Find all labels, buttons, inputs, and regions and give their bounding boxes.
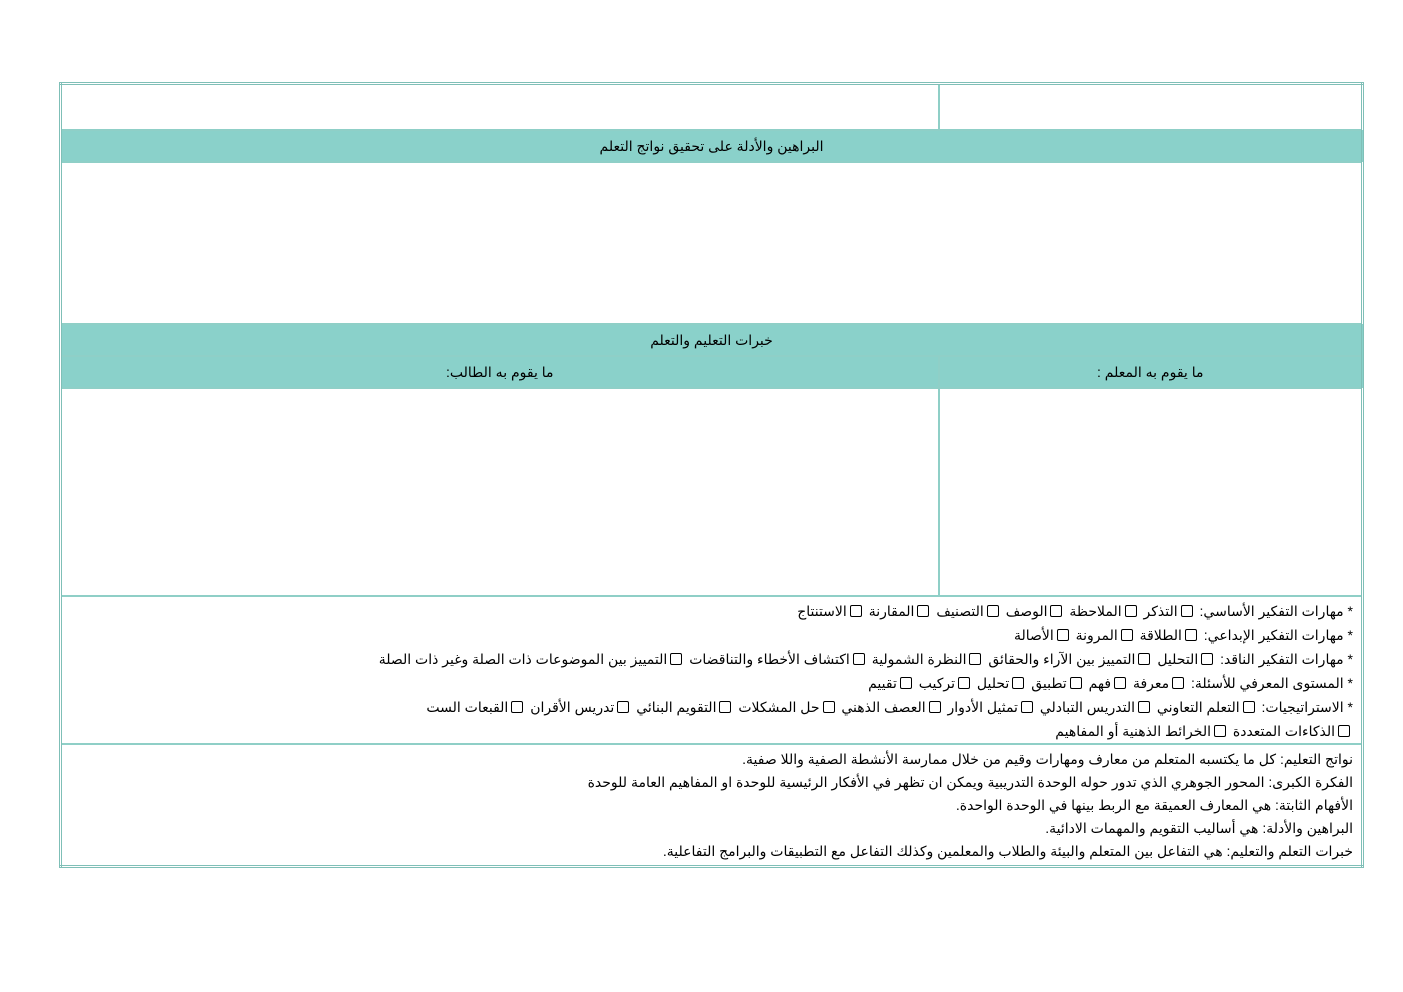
checkbox[interactable] [1138, 701, 1150, 713]
checkbox[interactable] [1185, 629, 1197, 641]
option-label: حل المشكلات [738, 699, 820, 715]
teacher-activities-cell[interactable] [939, 388, 1363, 596]
skill-group-label: * الاستراتيجيات: [1261, 699, 1353, 715]
top-left-cell[interactable] [61, 84, 939, 131]
checkbox[interactable] [1214, 725, 1226, 737]
checkbox[interactable] [617, 701, 629, 713]
option-label: اكتشاف الأخطاء والتناقضات [689, 651, 850, 667]
option-label: العصف الذهني [841, 699, 926, 715]
glossary-section [61, 744, 1363, 867]
option-label: التقويم البنائي [636, 699, 717, 715]
option-label: الطلاقة [1139, 627, 1182, 643]
option-label: الملاحظة [1069, 603, 1122, 619]
evidence-cell[interactable] [61, 162, 1363, 324]
option-label: التدريس التبادلي [1039, 699, 1136, 715]
checkbox[interactable] [987, 605, 999, 617]
option-label: معرفة [1132, 675, 1170, 691]
glossary-item: خبرات التعلم والتعليم: هي التفاعل بين المتعلم والبيئة والطلاب والمعلمين وكذلك التفاعل مع التطبيقات والبرامج التفاعلية. [662, 843, 1353, 859]
option-label: المقارنة [868, 603, 915, 619]
skill-group-label: * مهارات التفكير الإبداعي: [1203, 627, 1353, 643]
option-label: الخرائط الذهنية أو المفاهيم [1055, 723, 1211, 739]
top-row [61, 84, 1363, 131]
checkbox[interactable] [1070, 677, 1082, 689]
checkbox[interactable] [958, 677, 970, 689]
glossary-item: الأفهام الثابتة: هي المعارف العميقة مع الربط بينها في الوحدة الواحدة. [955, 797, 1353, 813]
skills-section [61, 596, 1363, 744]
checkbox[interactable] [719, 701, 731, 713]
checkbox[interactable] [917, 605, 929, 617]
checkbox[interactable] [929, 701, 941, 713]
option-label: الاستنتاج [797, 603, 847, 619]
option-label: تمثيل الأدوار [947, 699, 1018, 715]
checkbox[interactable] [1114, 677, 1126, 689]
option-label: القبعات الست [426, 699, 509, 715]
creative-thinking-line [70, 623, 1353, 647]
glossary-item: البراهين والأدلة: هي أساليب التقويم والمهمات الادائية. [1045, 820, 1353, 836]
option-label: الوصف [1005, 603, 1048, 619]
checkbox[interactable] [1021, 701, 1033, 713]
teacher-header: ما يقوم به المعلم : [939, 356, 1363, 388]
cognitive-level-line [70, 671, 1353, 695]
option-label: فهم [1088, 675, 1112, 691]
student-header: ما يقوم به الطالب: [61, 356, 939, 388]
option-label: المرونة [1075, 627, 1118, 643]
option-label: تطبيق [1031, 675, 1067, 691]
checkbox[interactable] [511, 701, 523, 713]
glossary-item: نواتج التعليم: كل ما يكتسبه المتعلم من معارف ومهارات وقيم من خلال ممارسة الأنشطة الصفية واللا صفية. [742, 751, 1353, 767]
checkbox[interactable] [853, 653, 865, 665]
option-label: التمييز بين الموضوعات ذات الصلة وغير ذات الصلة [378, 651, 668, 667]
checkbox[interactable] [1121, 629, 1133, 641]
lesson-plan-page [59, 82, 1361, 868]
option-label: تركيب [918, 675, 955, 691]
skill-group-label: * مهارات التفكير الناقد: [1220, 651, 1353, 667]
student-activities-cell[interactable] [61, 388, 939, 596]
checkbox[interactable] [1201, 653, 1213, 665]
checkbox[interactable] [850, 605, 862, 617]
checkbox[interactable] [1012, 677, 1024, 689]
checkbox[interactable] [823, 701, 835, 713]
critical-thinking-line [70, 647, 1353, 671]
checkbox[interactable] [670, 653, 682, 665]
option-label: التصنيف [936, 603, 984, 619]
option-label: النظرة الشمولية [871, 651, 967, 667]
checkbox[interactable] [1138, 653, 1150, 665]
basic-thinking-line [70, 599, 1353, 623]
strategies-line-2 [70, 719, 1353, 743]
option-label: تحليل [976, 675, 1010, 691]
skill-group-label: * المستوى المعرفي للأسئلة: [1191, 675, 1353, 691]
checkbox[interactable] [1243, 701, 1255, 713]
option-label: تقييم [868, 675, 897, 691]
option-label: الأصالة [1013, 627, 1054, 643]
evidence-header: البراهين والأدلة على تحقيق نواتج التعلم [61, 130, 1363, 162]
checkbox[interactable] [969, 653, 981, 665]
option-label: التحليل [1157, 651, 1199, 667]
skill-group-label: * مهارات التفكير الأساسي: [1199, 603, 1353, 619]
top-right-cell[interactable] [939, 84, 1363, 131]
checkbox[interactable] [1338, 725, 1350, 737]
lesson-plan-table [59, 82, 1364, 868]
option-label: التمييز بين الآراء والحقائق [988, 651, 1136, 667]
option-label: تدريس الأقران [530, 699, 615, 715]
checkbox[interactable] [1050, 605, 1062, 617]
option-label: التذكر [1143, 603, 1178, 619]
checkbox[interactable] [1057, 629, 1069, 641]
checkbox[interactable] [900, 677, 912, 689]
checkbox[interactable] [1172, 677, 1184, 689]
option-label: الذكاءات المتعددة [1232, 723, 1335, 739]
option-label: التعلم التعاوني [1156, 699, 1240, 715]
strategies-line [70, 695, 1353, 719]
glossary-item: الفكرة الكبرى: المحور الجوهري الذي تدور حوله الوحدة التدريبية ويمكن ان تظهر في الأفكار الرئيسية للوحدة او المفاهيم العامة للوحدة [587, 774, 1353, 790]
experiences-header: خبرات التعليم والتعلم [61, 324, 1363, 356]
checkbox[interactable] [1125, 605, 1137, 617]
checkbox[interactable] [1181, 605, 1193, 617]
